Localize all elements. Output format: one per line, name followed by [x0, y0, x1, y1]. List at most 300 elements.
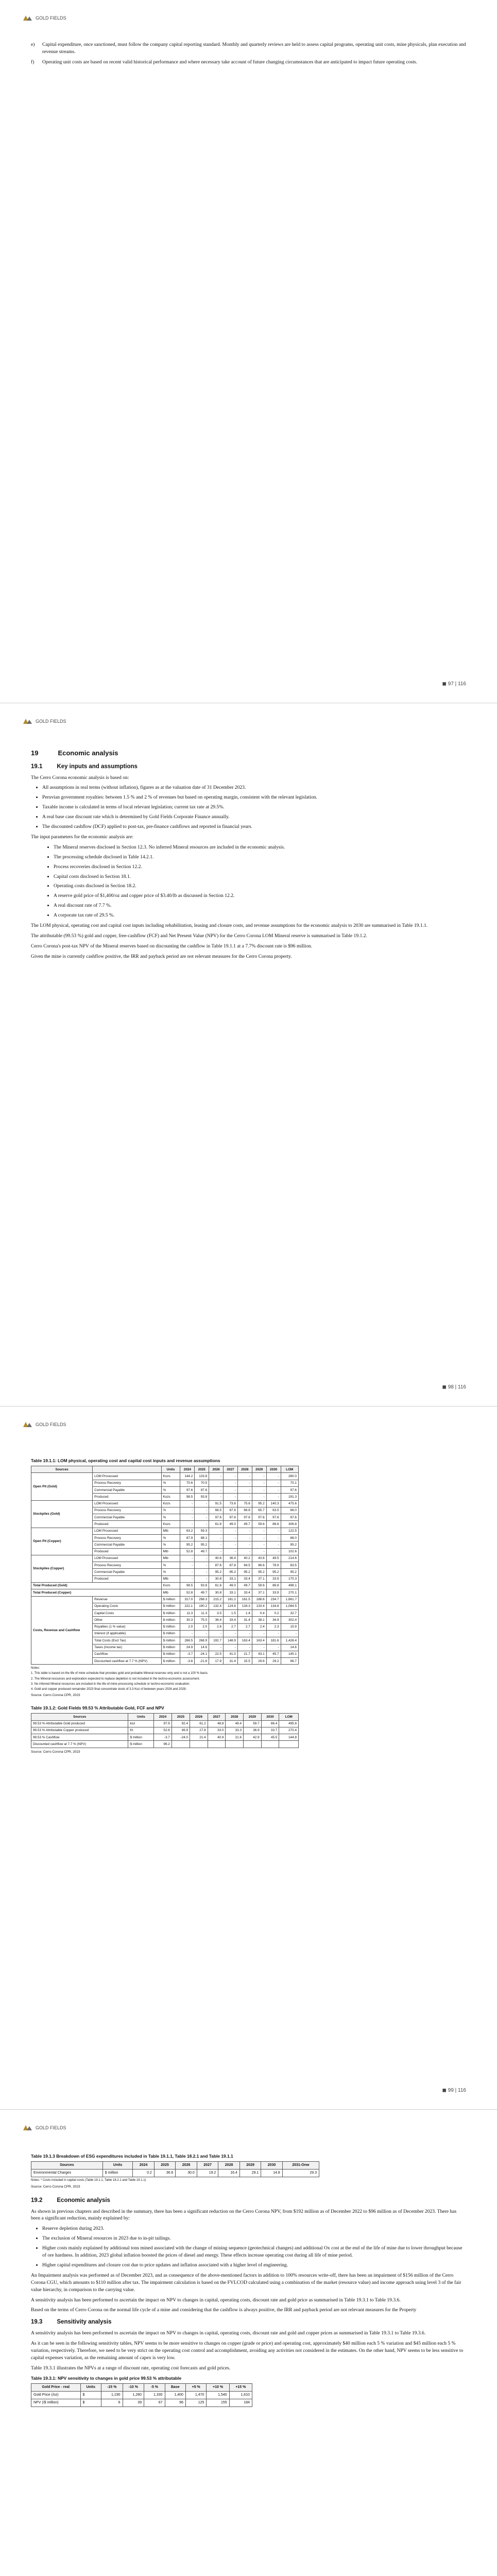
table-caption: Table 19.3.1: NPV sensitivity to changes in gold price 99.53 % attributable: [31, 2375, 182, 2381]
table-cell: 2.0: [180, 1623, 195, 1630]
table-cell: -: [195, 1507, 209, 1514]
table-cell: -: [195, 1500, 209, 1507]
table-cell: 145.1: [281, 1651, 298, 1657]
table-cell: 161.5: [237, 1596, 252, 1603]
table-row: [31, 1741, 299, 1748]
table-cell: 270.4: [279, 1727, 299, 1734]
table-cell: 59.3: [195, 1528, 209, 1534]
table-row: [31, 1555, 299, 1562]
table-cell: 88.0: [281, 1535, 298, 1541]
table-cell: 99.53 % Cashflow: [31, 1734, 128, 1741]
column-header: 2028: [226, 1714, 244, 1720]
table-cell: 29.6: [252, 1658, 266, 1665]
table-cell: koz: [128, 1720, 154, 1727]
subsection-heading: 19.3 Sensitivity analysis: [31, 2319, 112, 2326]
table-cell: 67.6: [224, 1507, 238, 1514]
column-header: 2028: [218, 2162, 240, 2170]
table-cell: 22.5: [209, 1651, 224, 1657]
table-cell: 1.5: [224, 1610, 238, 1617]
table-cell: 234.7: [266, 1596, 281, 1603]
table-cell: 70.5: [195, 1480, 209, 1486]
reduction-list: • Reserve depletion during 2023. • The exclusion of Mineral resources in 2023 due to in-pit tailings. • Higher costs mainly explained by additional tons mined associated with the change of mining sequence (geotechnical changes) and additional Ox cost at the end of the life of mine due to lower throughput because of ore hardness. In addition, 2023 global inflation boosted the prices of diesel and energy. These effects increase operating cost during all life of mine period. • Higher capital expenditures and closure cost due to price updates and inflation associated with a higher level of engineering.: [31, 2225, 466, 2269]
page-number-icon: ◼: [442, 2088, 447, 2093]
table-cell: 2.0: [195, 1623, 209, 1630]
table-cell: 63.5: [266, 1507, 281, 1514]
table-cell: 36.4: [209, 1617, 224, 1623]
table-cell: Kozs: [161, 1500, 180, 1507]
column-header: Units: [102, 2162, 133, 2170]
table-cell: 184: [229, 2399, 252, 2407]
table-cell: Capital Costs: [93, 1610, 161, 1617]
table-cell: -: [209, 1541, 224, 1548]
table-cell: -: [237, 1487, 252, 1494]
table-cell: 66.6: [237, 1507, 252, 1514]
table-cell: 14.8: [261, 2170, 283, 2177]
table-cell: NPV (/$ million): [31, 2399, 81, 2407]
column-header: +10 %: [207, 2383, 229, 2391]
table-cell: -: [252, 1528, 266, 1534]
table-cell: -: [237, 1541, 252, 1548]
table-cell: -: [224, 1487, 238, 1494]
table-cell: 96.2: [154, 1741, 172, 1748]
table-cell: [244, 1741, 262, 1748]
esg-table: [31, 2161, 319, 2177]
table-cell: -: [237, 1494, 252, 1500]
table-cell: -: [209, 1528, 224, 1534]
table-notes: [31, 1666, 466, 1691]
table-cell: 475.6: [281, 1500, 298, 1507]
table-cell: 88.1: [195, 1535, 209, 1541]
paragraph: As shown in previous chapters and described in the summary, there has been a significant reduction on the Cerro Corona NPV, from $192 million as of December 2022 to $96 million as of December 2023. There has been a significant reduction, mainly explained by:: [31, 2208, 457, 2222]
table-cell: -: [266, 1473, 281, 1480]
table-cell: Other: [93, 1617, 161, 1623]
note-line: 2. The Mineral resources and exploration expected to replace depletion is not included in the techno-economic assessment.: [31, 1677, 200, 1681]
table-cell: 134.6: [266, 1603, 281, 1609]
table-cell: 61.2: [190, 1720, 208, 1727]
table-cell: 59.6: [252, 1521, 266, 1528]
table-cell: %: [161, 1569, 180, 1575]
table-cell: 31.4: [224, 1658, 238, 1665]
table-row: [31, 1473, 299, 1480]
table-cell: 2.4: [252, 1623, 266, 1630]
table-cell: 317.0: [180, 1596, 195, 1603]
table-cell: 102.6: [281, 1548, 298, 1555]
table-cell: 45.7: [266, 1651, 281, 1657]
table-cell: 270.1: [281, 1589, 298, 1596]
table-cell: 29.2: [266, 1658, 281, 1665]
table-cell: -: [281, 1630, 298, 1637]
column-header: 2026: [190, 1714, 208, 1720]
table-cell: -: [252, 1644, 266, 1651]
column-header: 2030: [266, 1466, 281, 1473]
table-cell: %: [161, 1562, 180, 1569]
table-cell: 144.2: [180, 1473, 195, 1480]
table-cell: 1,540: [207, 2391, 229, 2399]
column-header: Sources: [31, 2162, 103, 2170]
table-cell: -: [195, 1514, 209, 1521]
table-row: [31, 2170, 319, 2177]
table-cell: %: [161, 1480, 180, 1486]
table-cell: -: [180, 1521, 195, 1528]
table-cell: 0.4: [252, 1610, 266, 1617]
column-header: Units: [128, 1714, 154, 1720]
table-caption: Table 19.1.3 Breakdown of ESG expenditures included in Table 19.1.1, Table 18.2.1 and Table 19.1.1: [31, 2154, 233, 2159]
table-cell: 19.2: [197, 2170, 218, 2177]
table-cell: -: [195, 1562, 209, 1569]
table-cell: Mlb: [161, 1555, 180, 1562]
table-cell: 70.1: [281, 1480, 298, 1486]
assumption-list: • All assumptions in real terms (without inflation), figures as at the valuation date of 31 December 2023. • Peruvian government royalties: between 1.5 % and 2 % of revenues but based on operating margin, consistent with the relevant legislation. • Taxable income is calculated in terms of local relevant legislation; current tax rate at 29.5%. • A real base case discount rate which is determined by Gold Fields Corporate Finance annually. • The discounted cashflow (DCF) applied to post-tax, pre-finance cashflows and reported in financial years.: [31, 784, 466, 831]
table-cell: 1,610: [229, 2391, 252, 2399]
table-cell: 41.0: [224, 1651, 238, 1657]
table-cell: 70.6: [180, 1480, 195, 1486]
table-cell: $ million: [128, 1741, 154, 1748]
table-cell: 59.6: [252, 1582, 266, 1589]
table-cell: -: [180, 1555, 195, 1562]
table-cell: 37.1: [252, 1575, 266, 1582]
table-cell: -: [266, 1494, 281, 1500]
table-cell: Commercial Payable: [93, 1514, 161, 1521]
table-cell: -: [237, 1644, 252, 1651]
section-heading: 19 Economic analysis: [31, 749, 118, 757]
column-header: 2028: [237, 1466, 252, 1473]
table-source: Source: Cerro Corona CPR, 2023: [31, 2184, 80, 2189]
table-cell: 93.8: [195, 1494, 209, 1500]
table-cell: Mlb: [161, 1528, 180, 1534]
table-cell: 43.1: [252, 1651, 266, 1657]
table-cell: 33.4: [237, 1589, 252, 1596]
table-cell: 14.6: [195, 1644, 209, 1651]
table-cell: Process Recovery: [93, 1535, 161, 1541]
gold-fields-logo-icon: [22, 1421, 33, 1428]
gold-fields-logo-icon: [22, 718, 33, 725]
table-cell: -: [252, 1548, 266, 1555]
table-cell: 38.1: [252, 1617, 266, 1623]
table-cell: 49.4: [226, 1720, 244, 1727]
table-cell: -: [237, 1480, 252, 1486]
table-cell: -: [195, 1569, 209, 1575]
column-header: 2027: [224, 1466, 238, 1473]
table-cell: 97.6: [237, 1514, 252, 1521]
table-cell: 95.2: [266, 1569, 281, 1575]
table-cell: -: [252, 1494, 266, 1500]
table-cell: -: [195, 1575, 209, 1582]
table-cell: 33.7: [261, 1727, 279, 1734]
column-header: 2024: [180, 1466, 195, 1473]
table-cell: 49.7: [237, 1521, 252, 1528]
table-cell: 49.5: [266, 1555, 281, 1562]
table-cell: -: [237, 1535, 252, 1541]
table-cell: -: [252, 1535, 266, 1541]
table-cell: 86.6: [252, 1562, 266, 1569]
table-cell: 33.0: [208, 1727, 226, 1734]
paragraph: The Cerro Corona economic analysis is based on:: [31, 774, 129, 781]
table-cell: 15.9: [281, 1623, 298, 1630]
paragraph: Table 19.3.1 illustrates the NPVs at a range of discount rate, operating cost forecasts and gold prices.: [31, 2365, 231, 2371]
page-number: ◼ 98 | 116: [442, 1384, 466, 1390]
table-cell: Total Costs (Excl Tax): [93, 1637, 161, 1644]
company-logo: GOLD FIELDS: [22, 1421, 66, 1428]
table-cell: 214.6: [281, 1555, 298, 1562]
table-cell: $ million: [161, 1623, 180, 1630]
table-cell: %: [161, 1487, 180, 1494]
table-cell: 99.53 % Attributable Gold produced: [31, 1720, 128, 1727]
company-logo: GOLD FIELDS: [22, 718, 66, 725]
table-cell: Kozs: [161, 1521, 180, 1528]
table-cell: Commercial Payable: [93, 1487, 161, 1494]
table-cell: -: [180, 1630, 195, 1637]
table-cell: -: [180, 1507, 195, 1514]
table-cell: -: [209, 1473, 224, 1480]
table-cell: 306.8: [281, 1521, 298, 1528]
paragraph: A sensitivity analysis has been performed to ascertain the impact on NPV to changes in capital, operating costs, discount rate and gold price as summarised in Table 19.3.1 to Table 19.3.6.: [31, 2297, 401, 2303]
table-cell: 133.8: [195, 1473, 209, 1480]
table-cell: 40.6: [209, 1555, 224, 1562]
table-cell: 134.3: [237, 1603, 252, 1609]
column-header: LOM: [279, 1714, 299, 1720]
table-cell: Kozs: [161, 1494, 180, 1500]
column-header: 2024: [154, 1714, 172, 1720]
table-cell: -: [266, 1528, 281, 1534]
table-cell: 33.4: [224, 1617, 238, 1623]
table-cell: 95.2: [281, 1541, 298, 1548]
table-cell: 49.7: [237, 1582, 252, 1589]
table-cell: 266.5: [180, 1637, 195, 1644]
table-cell: 30.8: [209, 1589, 224, 1596]
table-cell: 49.0: [224, 1521, 238, 1528]
column-header: Units: [161, 1466, 180, 1473]
table-cell: -: [266, 1535, 281, 1541]
table-cell: 268.9: [195, 1637, 209, 1644]
table-row: [31, 1720, 299, 1727]
column-header: 2025: [172, 1714, 190, 1720]
table-cell: 97.6: [252, 1514, 266, 1521]
table-cell: 17.9: [209, 1658, 224, 1665]
gold-sensitivity-table: [31, 2383, 252, 2407]
table-cell: 148.9: [224, 1637, 238, 1644]
table-cell: [226, 1741, 244, 1748]
table-cell: 49.7: [195, 1548, 209, 1555]
table-cell: $ million: [161, 1658, 180, 1665]
table-cell: 29.1: [239, 2170, 261, 2177]
table-cell: -: [252, 1630, 266, 1637]
page-number: ◼ 99 | 116: [442, 2088, 466, 2093]
table-cell: 1.4: [237, 1610, 252, 1617]
table-cell: -: [224, 1644, 238, 1651]
table-cell: -: [252, 1473, 266, 1480]
table-cell: 97.6: [224, 1514, 238, 1521]
table-row: [31, 1582, 299, 1589]
row-group-label: Open Pit (Gold): [31, 1473, 93, 1500]
table-row: [31, 1734, 299, 1741]
document-page-97: [0, 0, 497, 703]
table-cell: 95.2: [252, 1569, 266, 1575]
table-cell: Kt: [128, 1727, 154, 1734]
table-cell: 59.7: [244, 1720, 262, 1727]
table-cell: 86.8: [266, 1521, 281, 1528]
table-cell: 33.9: [266, 1589, 281, 1596]
table-cell: Mlb: [161, 1589, 180, 1596]
table-cell: $ million: [128, 1734, 154, 1741]
column-header: Sources: [31, 1466, 93, 1473]
table-cell: 498.1: [281, 1582, 298, 1589]
table-cell: [279, 1741, 299, 1748]
table-cell: 37.1: [252, 1589, 266, 1596]
table-cell: $ million: [161, 1617, 180, 1623]
table-cell: Produced: [93, 1521, 161, 1528]
table-cell: 32.7: [281, 1610, 298, 1617]
table-cell: -: [266, 1644, 281, 1651]
table-cell: -: [252, 1480, 266, 1486]
table-cell: 66.0: [281, 1507, 298, 1514]
column-header: Sources: [31, 1714, 128, 1720]
table-cell: 87.8: [224, 1562, 238, 1569]
table-cell: 67: [144, 2399, 165, 2407]
table-cell: Revenue: [93, 1596, 161, 1603]
table-cell: LOM Processed: [93, 1473, 161, 1480]
page-number: ◼ 97 | 116: [442, 681, 466, 687]
table-cell: 170.3: [281, 1575, 298, 1582]
table-cell: -: [266, 1548, 281, 1555]
table-cell: Process Recovery: [93, 1562, 161, 1569]
table-cell: $: [80, 2391, 101, 2399]
paragraph: Based on the terms of Cerro Corona on the normal life cycle of a mine and considering that the cashflow is always positive, the IRR and payback period are not relevant measures for the Property: [31, 2307, 417, 2313]
table-cell: 144.8: [279, 1734, 299, 1741]
table-cell: -: [195, 1521, 209, 1528]
table-cell: 192.7: [209, 1637, 224, 1644]
table-cell: -: [209, 1644, 224, 1651]
company-logo: [22, 14, 66, 22]
table-cell: -24.0: [172, 1734, 190, 1741]
table-cell: 2.3: [266, 1623, 281, 1630]
table-cell: $ million: [161, 1603, 180, 1609]
table-cell: 280.0: [281, 1473, 298, 1480]
table-cell: $ million: [161, 1630, 180, 1637]
table-cell: 75.0: [195, 1617, 209, 1623]
table-cell: 95.2: [195, 1541, 209, 1548]
table-cell: 75.6: [237, 1500, 252, 1507]
column-header: 2026: [176, 2162, 197, 2170]
table-cell: 65.7: [252, 1507, 266, 1514]
table-cell: -: [266, 1480, 281, 1486]
attributable-table: [31, 1713, 299, 1748]
table-cell: %: [161, 1535, 180, 1541]
table-cell: 97.6: [209, 1514, 224, 1521]
table-cell: 132.4: [209, 1603, 224, 1609]
table-cell: -3.7: [154, 1734, 172, 1741]
table-caption: Table 19.1.2: Gold Fields 99.53 % Attributable Gold, FCF and NPV: [31, 1705, 164, 1711]
table-cell: 222.1: [180, 1603, 195, 1609]
table-cell: $ million: [161, 1596, 180, 1603]
column-header: 2026: [209, 1466, 224, 1473]
table-cell: 30.0: [176, 2170, 197, 2177]
table-cell: [208, 1741, 226, 1748]
table-cell: 21.6: [226, 1734, 244, 1741]
table-cell: 2.7: [237, 1623, 252, 1630]
table-cell: Discounted cashflow at 7.7 % (NPV): [93, 1658, 161, 1665]
table-cell: 87.9: [180, 1535, 195, 1541]
table-cell: Kozs: [161, 1473, 180, 1480]
table-cell: 133.4: [252, 1603, 266, 1609]
table-cell: -: [209, 1548, 224, 1555]
table-cell: 495.8: [279, 1720, 299, 1727]
table-cell: 91.5: [209, 1500, 224, 1507]
table-cell: -: [209, 1535, 224, 1541]
subsection-heading: 19.2 Economic analysis: [31, 2197, 110, 2204]
table-cell: 95.2: [281, 1569, 298, 1575]
column-header: LOM: [281, 1466, 298, 1473]
table-cell: -: [224, 1528, 238, 1534]
table-cell: LOM Processed: [93, 1528, 161, 1534]
table-cell: 181.6: [266, 1637, 281, 1644]
table-cell: -: [209, 1480, 224, 1486]
table-cell: 1,260: [123, 2391, 144, 2399]
gold-fields-logo-icon: [22, 14, 33, 22]
document-page-99: [0, 1406, 497, 2110]
table-cell: 302.4: [281, 1617, 298, 1623]
table-cell: %: [161, 1507, 180, 1514]
document-page-98: [0, 703, 497, 1406]
table-cell: -: [266, 1630, 281, 1637]
table-cell: 97.6: [281, 1487, 298, 1494]
table-row: [31, 2399, 252, 2407]
table-cell: Environmental Charges: [31, 2170, 103, 2177]
table-caption: Table 19.1.1: LOM physical, operating cost and capital cost inputs and revenue assumptions: [31, 1458, 220, 1463]
logo-text: GOLD FIELDS: [36, 15, 66, 21]
column-header: -15 %: [101, 2383, 123, 2391]
column-header: Base: [165, 2383, 185, 2391]
table-cell: -: [195, 1630, 209, 1637]
paragraph: Cerro Corona's post-tax NPV of the Mineral reserves based on discounting the cashflow in Table 19.1.1 at a 7.7% discount rate is $96 million.: [31, 943, 313, 949]
table-cell: Gold Price (/oz): [31, 2391, 81, 2399]
table-cell: 86.8: [266, 1582, 281, 1589]
row-total-label: Total Produced (Gold): [31, 1582, 162, 1589]
table-cell: 1,400: [165, 2391, 185, 2399]
table-cell: 30.3: [180, 1617, 195, 1623]
table-cell: LOM Processed: [93, 1555, 161, 1562]
table-cell: 122.5: [281, 1528, 298, 1534]
table-row: [31, 1500, 299, 1507]
table-cell: 97.6: [266, 1514, 281, 1521]
table-cell: %: [161, 1514, 180, 1521]
table-cell: 21.7: [237, 1651, 252, 1657]
table-cell: 43.6: [252, 1555, 266, 1562]
table-cell: 99.53 % Attributable Copper produced: [31, 1727, 128, 1734]
column-header: 2029: [244, 1714, 262, 1720]
paragraph: The attributable (99.53 %) gold and copper, free-cashflow (FCF) and Net Present Value (NPV) for the Cerro Corona LOM Mineral reserve is summarised in Table 19.1.2.: [31, 933, 367, 939]
table-cell: 16.4: [218, 2170, 240, 2177]
table-cell: -: [224, 1535, 238, 1541]
column-header: 2029: [239, 2162, 261, 2170]
paragraph: As it can be seen in the following sensitivity tables, NPV seems to be more sensitive to changes on copper (grade or price) and operating cost, approximately $40 million each 5 % variation and $45 million each 5 % variation, respectively. Therefore, we need to be very strict on the operating cost control and accomplishment, avoiding any activities not considered in the estimates. On the other hand, NPV seems to be less sensitive to capital expenses variation, as the remaining amount of capex is very low.: [31, 2340, 464, 2361]
table-cell: Discounted cashflow at 7.7 % (NPV): [31, 1741, 128, 1748]
table-cell: -: [266, 1541, 281, 1548]
table-note: Notes: * Costs included in capital costs (Table 19.1.1, Table 18.2.1 and Table 19.1.1): [31, 2179, 146, 2182]
table-cell: 39: [123, 2399, 144, 2407]
table-cell: 97.9: [154, 1720, 172, 1727]
table-cell: Commercial Payable: [93, 1569, 161, 1575]
table-cell: 95.2: [209, 1569, 224, 1575]
table-cell: -: [209, 1487, 224, 1494]
page-number-icon: ◼: [442, 681, 447, 687]
table-cell: -: [209, 1630, 224, 1637]
table-source: Source: Cerro Corona CPR, 2023: [31, 1693, 80, 1697]
table-cell: Produced: [93, 1548, 161, 1555]
column-header: 2025: [154, 2162, 176, 2170]
company-logo: GOLD FIELDS: [22, 2124, 66, 2131]
list-item: f) Operating unit costs are based on recent valid historical performance and where necessary take account of future changing circumstances that are anticipated to impact future operating costs.: [31, 59, 418, 65]
table-cell: -: [180, 1569, 195, 1575]
